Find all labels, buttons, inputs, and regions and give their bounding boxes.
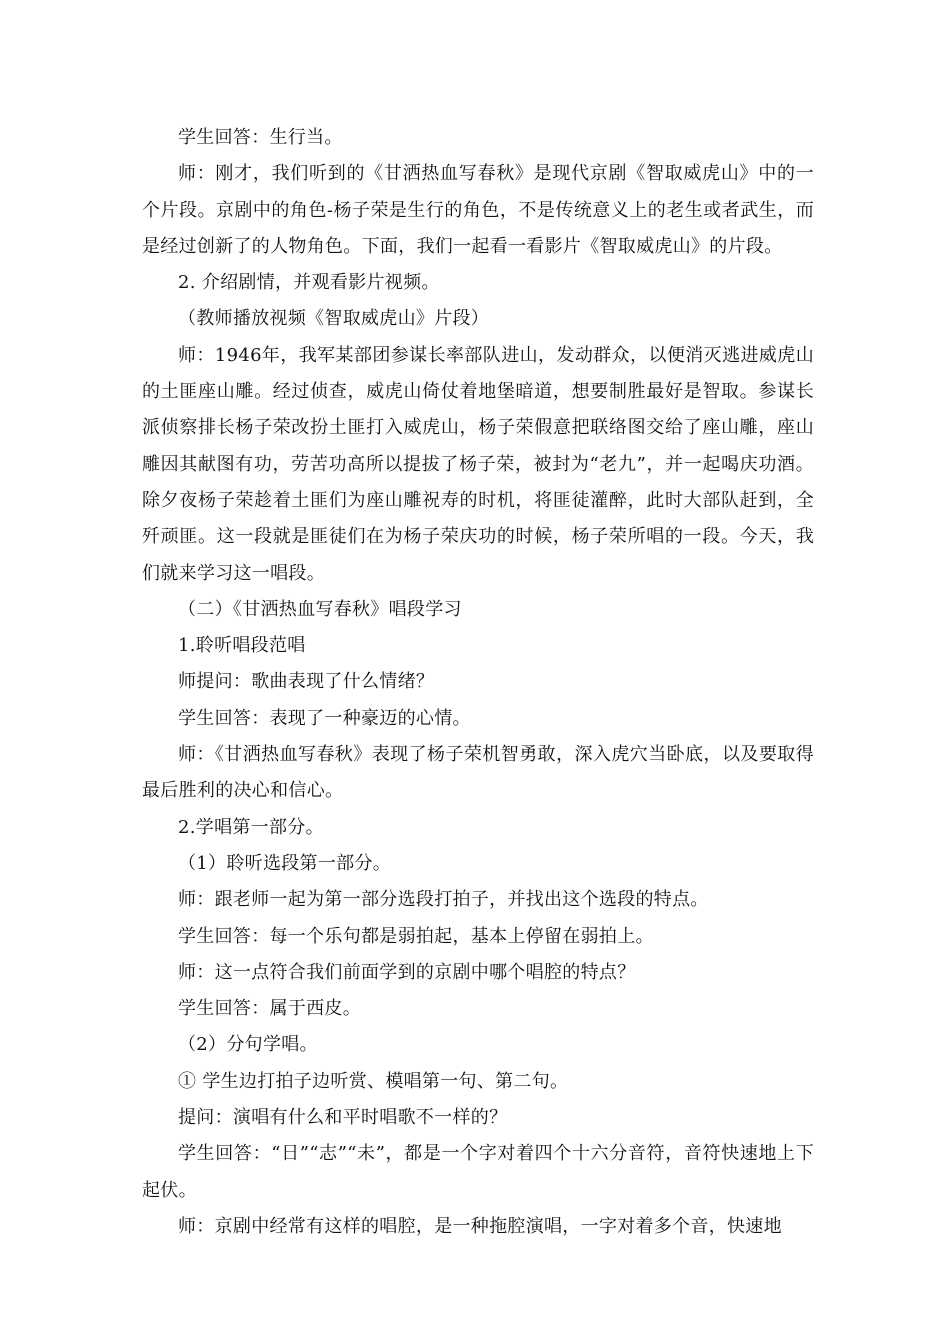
paragraph-student-answer-4: 学生回答：属于西皮。 bbox=[178, 998, 361, 1020]
paragraph-student-answer-2: 学生回答：表现了一种豪迈的心情。 bbox=[178, 707, 471, 729]
paragraph-teacher-explanation-2: 师：京剧中经常有这样的唱腔，是一种拖腔演唱，一字对着多个音，快速地 bbox=[178, 1215, 782, 1237]
paragraph-circled-step-1: ① 学生边打拍子边听赏、模唱第一句、第二句。 bbox=[178, 1070, 569, 1092]
paragraph-teacher-question-1: 师提问：歌曲表现了什么情绪？ bbox=[178, 671, 435, 693]
paragraph-video-note: （教师播放视频《智取威虎山》片段） bbox=[178, 308, 490, 330]
paragraph-plot-summary: 师：1946年，我军某部团参谋长率部队进山，发动群众，以便消灭逃进威虎山的土匪座山雕。经过侦查，威虎山倚仗着地堡暗道，想要制胜最好是智取。参谋长派侦察排长杨子荣改扮土匪打入威虎山，杨子荣假意把联络图交给了座山雕，座山雕因其献图有功，劳苦功高所以提拔了杨子荣，被封为“老九”，并一起喝庆功酒。除夕夜杨子荣趁着土匪们为座山雕祝寿的时机，将匪徒灌醉，此时大部队赶到，全歼顽匪。这一段就是匪徒们在为杨子荣庆功的时候，杨子荣所唱的一段。今天，我们就来学习这一唱段。 bbox=[142, 344, 814, 584]
paragraph-step-1-listen: 1.聆听唱段范唱 bbox=[178, 635, 306, 657]
section-heading-aria-study: （二）《甘洒热血写春秋》唱段学习 bbox=[178, 598, 462, 620]
paragraph-student-answer-5: 学生回答：“日”“志”“未”，都是一个字对着四个十六分音符，音符快速地上下起伏。 bbox=[142, 1143, 814, 1201]
paragraph-teacher-explanation-1: 师：《甘洒热血写春秋》表现了杨子荣机智勇敢，深入虎穴当卧底，以及要取得最后胜利的决心和信心。 bbox=[142, 744, 814, 802]
paragraph-student-answer-3: 学生回答：每一个乐句都是弱拍起，基本上停留在弱拍上。 bbox=[178, 925, 654, 947]
paragraph-teacher-intro: 师：刚才，我们听到的《甘洒热血写春秋》是现代京剧《智取威虎山》中的一个片段。京剧中的角色-杨子荣是生行的角色，不是传统意义上的老生或者武生，而是经过创新了的人物角色。下面，我们一起看一看影片《智取威虎山》的片段。 bbox=[142, 163, 814, 257]
paragraph-student-answer-1: 学生回答：生行当。 bbox=[178, 127, 343, 148]
paragraph-step-2-plot: 2. 介绍剧情，并观看影片视频。 bbox=[178, 272, 440, 294]
paragraph-substep-2: （2）分句学唱。 bbox=[178, 1034, 318, 1056]
paragraph-step-2-learn: 2.学唱第一部分。 bbox=[178, 816, 324, 838]
paragraph-question-3: 提问：演唱有什么和平时唱歌不一样的？ bbox=[178, 1107, 508, 1129]
paragraph-teacher-instruction: 师：跟老师一起为第一部分选段打拍子，并找出这个选段的特点。 bbox=[178, 889, 709, 911]
document-body bbox=[142, 120, 814, 1245]
paragraph-teacher-question-2: 师：这一点符合我们前面学到的京剧中哪个唱腔的特点？ bbox=[178, 961, 636, 983]
paragraph-substep-1: （1）聆听选段第一部分。 bbox=[178, 852, 392, 874]
